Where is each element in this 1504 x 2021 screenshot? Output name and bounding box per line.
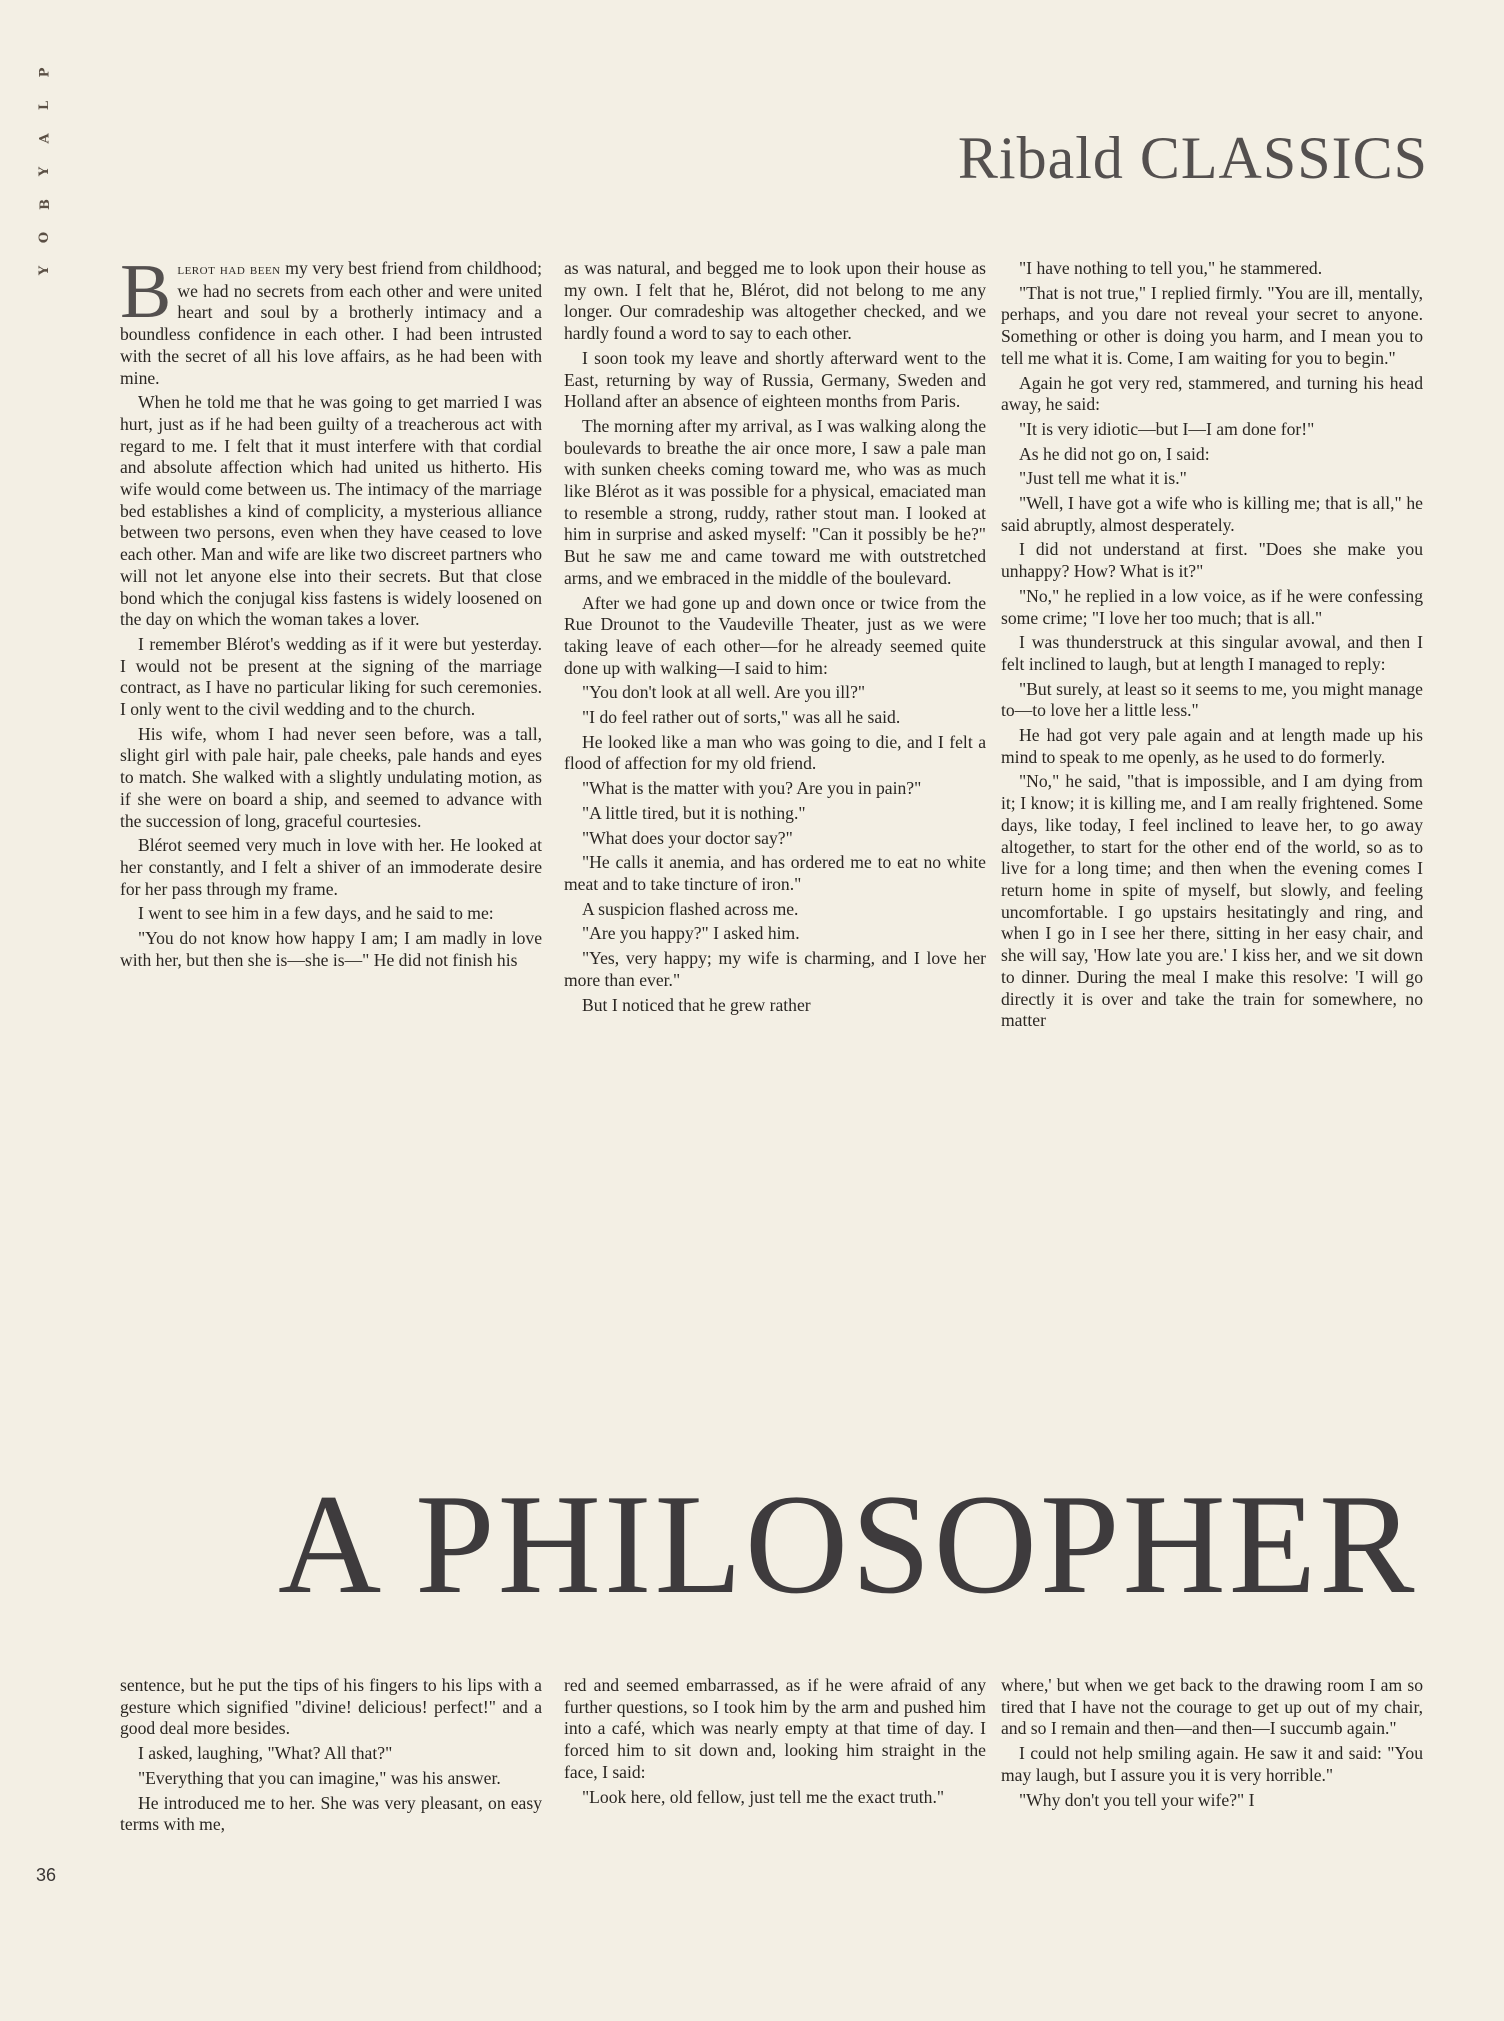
opening-paragraph — [120, 248, 542, 389]
text-column-1 — [120, 248, 542, 975]
paragraph: As he did not go on, I said: — [1019, 443, 1210, 464]
text-column-2 — [564, 258, 986, 1019]
paragraph: Again he got very red, stammered, and turning his head away, he said: — [1001, 372, 1423, 415]
paragraph: "No," he said, "that is impossible, and I am dying from it; I know; it is killing me, and I am really frightened. Some days, like today, I feel inclined to leave her, to go away altogether, to start for the other end of the world, so as to live for a long time; and then when the evening comes I return home in spite of myself, but slowly, and feeling uncomfortable. I go upstairs hesitatingly and ring, and when I go in I see her there, sitting in her easy chair, and she will say, 'How late you are.' I kiss her, and we sit down to dinner. During the meal I make this resolve: 'I will go directly it is over and take the train for somewhere, no matter — [1001, 771, 1423, 1031]
brand-letter: Y — [37, 265, 53, 276]
paragraph: But I noticed that he grew rather — [582, 994, 811, 1015]
opening-text: my very best friend from childhood; we had no secrets from each other and were united heart and soul by a brotherly intimacy and a boundless confidence in each other. I had been intrusted with the secret of all his love affairs, as he had been with mine. — [120, 258, 542, 388]
paragraph: as was natural, and begged me to look upon their house as my own. I felt that he, Blérot, did not belong to me any longer. Our comradeship was altogether checked, and we hardly found a word to say to each other. — [564, 258, 986, 344]
paragraph: where,' but when we get back to the drawing room I am so tired that I have not the courage to get up out of my chair, and so I remain and then—and then—I succumb again." — [1001, 1675, 1423, 1739]
paragraph: "Well, I have got a wife who is killing me; that is all," he said abruptly, almost desperately. — [1001, 493, 1423, 535]
paragraph: "I do feel rather out of sorts," was all he said. — [582, 707, 901, 728]
paragraph: "Just tell me what it is." — [1019, 468, 1187, 489]
paragraph: red and seemed embarrassed, as if he were afraid of any further questions, so I took him by the arm and pushed him into a café, which was nearly empty at that time of day. I forced him to sit down and, looking him straight in the face, I said: — [564, 1675, 986, 1782]
paragraph: "Yes, very happy; my wife is charming, and I love her more than ever." — [564, 948, 986, 990]
paragraph: He had got very pale again and at length made up his mind to speak to me openly, as he used to do formerly. — [1001, 725, 1423, 767]
drop-cap: B — [120, 248, 172, 334]
paragraph: "Are you happy?" I asked him. — [582, 923, 800, 944]
paragraph: "No," he replied in a low voice, as if he were confessing some crime; "I love her too much; that is all." — [1001, 585, 1423, 628]
paragraph: A suspicion flashed across me. — [582, 898, 799, 919]
text-column-4 — [120, 1675, 542, 1839]
paragraph: "A little tired, but it is nothing." — [582, 802, 806, 823]
paragraph: I could not help smiling again. He saw it and said: "You may laugh, but I assure you it is very horrible." — [1001, 1743, 1423, 1785]
paragraph: After we had gone up and down once or twice from the Rue Drounot to the Vaudeville Theater, just as we were taking leave of each other—for he already seemed quite done up with walking—I said to him: — [564, 592, 986, 678]
paragraph: He looked like a man who was going to die, and I felt a flood of affection for my old friend. — [564, 731, 986, 774]
text-column-3 — [1001, 258, 1423, 1035]
paragraph: I did not understand at first. "Does she make you unhappy? How? What is it?" — [1001, 539, 1423, 582]
paragraph: "You don't look at all well. Are you ill?" — [582, 682, 866, 703]
paragraph: I remember Blérot's wedding as if it were but yesterday. I would not be present at the signing of the marriage contract, as I have no particular liking for such ceremonies. I only went to the civil wedding and to the church. — [120, 633, 542, 720]
text-column-6 — [1001, 1675, 1423, 1814]
paragraph: The morning after my arrival, as I was walking along the boulevards to breathe the air once more, I saw a pale man with sunken cheeks coming toward me, who was as much like Blérot as it was possible for a physical, emaciated man to resemble a strong, ruddy, rather stout man. I looked at him in surprise and asked myself: "Can it possibly be he?" But he saw me and came toward me with outstretched arms, and we embraced in the middle of the boulevard. — [564, 415, 986, 588]
text-column-5 — [564, 1675, 986, 1811]
paragraph: sentence, but he put the tips of his fingers to his lips with a gesture which signified "divine! delicious! perfect!" and a good deal more besides. — [120, 1675, 542, 1739]
paragraph: His wife, whom I had never seen before, was a tall, slight girl with pale hair, pale cheeks, pale hands and eyes to match. She walked with a slightly undulating motion, as if she were on board a ship, and seemed to advance with the succession of long, graceful courtesies. — [120, 723, 542, 831]
opening-smallcaps: lerot had been — [177, 261, 281, 278]
paragraph: "What does your doctor say?" — [582, 827, 793, 848]
brand-letter: P — [37, 67, 53, 78]
brand-letter: L — [37, 100, 53, 111]
magazine-vertical-brand — [34, 56, 56, 287]
paragraph: "It is very idiotic—but I—I am done for!" — [1019, 418, 1315, 439]
paragraph: "Look here, old fellow, just tell me the exact truth." — [582, 1786, 945, 1807]
paragraph: He introduced me to her. She was very pleasant, on easy terms with me, — [120, 1792, 542, 1835]
series-title: Ribald CLASSICS — [957, 125, 1428, 191]
page-number: 36 — [36, 1865, 57, 1885]
brand-letter: B — [37, 199, 53, 210]
paragraph: When he told me that he was going to get married I was hurt, just as if he had been guilty of a treacherous act with regard to me. I felt that it must interfere with that cordial and absolute affection which had united us hitherto. His wife would come between us. The intimacy of the marriage bed establishes a kind of complicity, a mysterious alliance between two persons, even when they have ceased to love each other. Man and wife are like two discreet partners who will not let anyone else into their secrets. But that close bond which the conjugal kiss fastens is widely loosened on the day on which the woman takes a lover. — [120, 392, 542, 630]
paragraph: "I have nothing to tell you," he stammered. — [1019, 258, 1323, 278]
paragraph: "Everything that you can imagine," was his answer. — [138, 1767, 501, 1788]
story-title: A PHILOSOPHER — [278, 1465, 1418, 1623]
paragraph: I soon took my leave and shortly afterward went to the East, returning by way of Russia, Germany, Sweden and Holland after an absence of eighteen months from Paris. — [564, 347, 986, 412]
paragraph: "Why don't you tell your wife?" I — [1019, 1789, 1255, 1810]
paragraph: I asked, laughing, "What? All that?" — [138, 1743, 393, 1764]
paragraph: I was thunderstruck at this singular avowal, and then I felt inclined to laugh, but at length I managed to reply: — [1001, 632, 1423, 674]
brand-letter: O — [37, 231, 53, 244]
paragraph: "That is not true," I replied firmly. "You are ill, mentally, perhaps, and you dare not reveal your secret to anyone. Something or other is doing you harm, and I mean you to tell me what it is. Come, I am waiting for you to begin." — [1001, 282, 1423, 368]
paragraph: I went to see him in a few days, and he said to me: — [138, 903, 494, 924]
paragraph: "You do not know how happy I am; I am madly in love with her, but then she is—she is—" He did not finish his — [120, 928, 542, 970]
brand-letter: Y — [37, 166, 53, 177]
brand-letter: A — [37, 133, 53, 144]
paragraph: "What is the matter with you? Are you in pain?" — [582, 778, 922, 799]
paragraph: Blérot seemed very much in love with her. He looked at her constantly, and I felt a shiver of an immoderate desire for her pass through my frame. — [120, 835, 542, 899]
paragraph: "But surely, at least so it seems to me, you might manage to—to love her a little less." — [1001, 678, 1423, 721]
paragraph: "He calls it anemia, and has ordered me to eat no white meat and to take tincture of iron." — [564, 852, 986, 894]
